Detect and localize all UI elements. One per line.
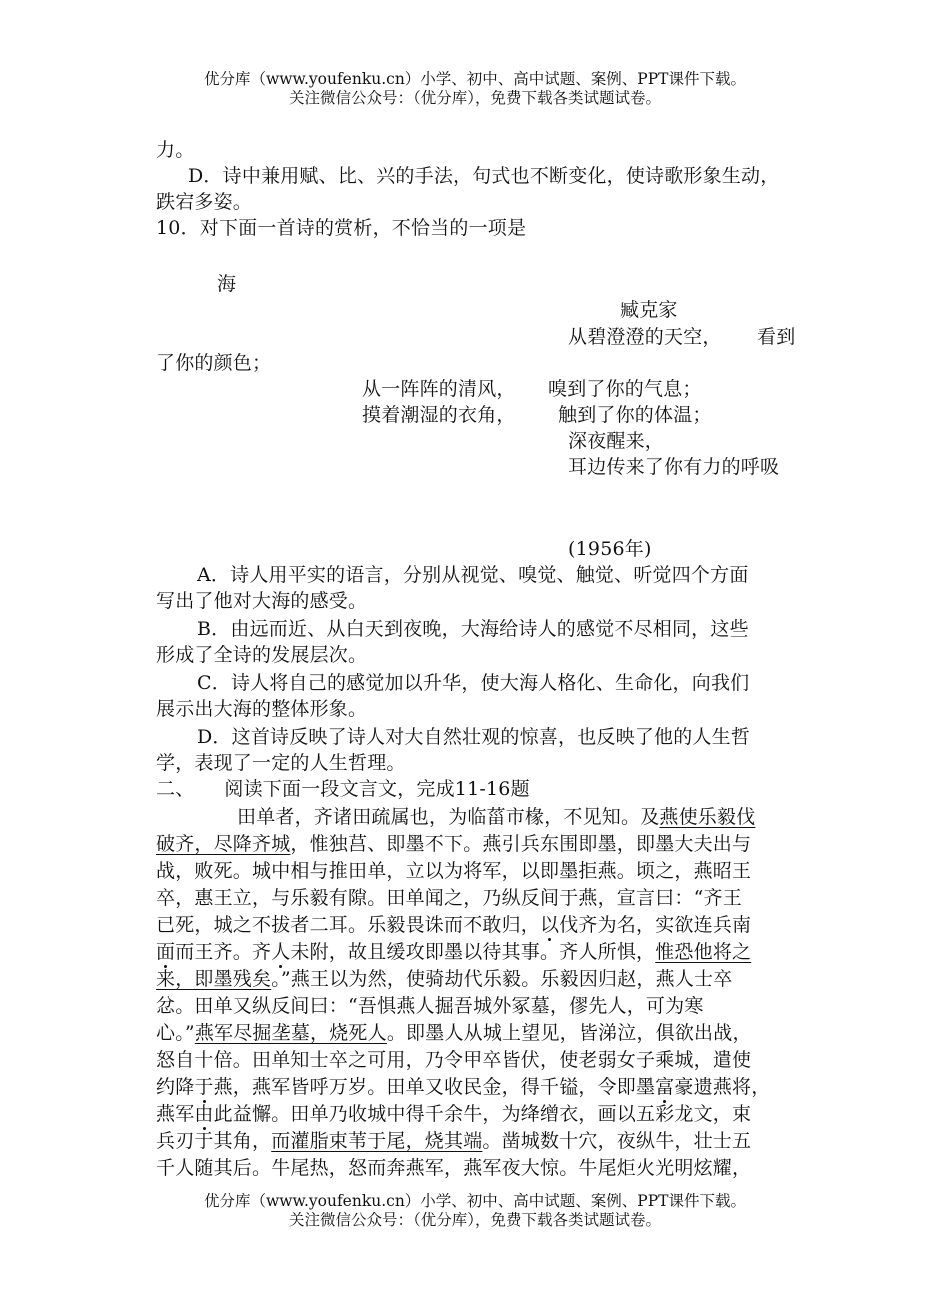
passage-text: 兵刃于其角，: [156, 1130, 272, 1152]
footer-line-2: 关注微信公众号：（优分库），免费下载各类试题试卷。: [288, 1211, 661, 1229]
poem-line-4: 深夜醒来，: [568, 430, 665, 452]
emphasis-char: 面: [156, 941, 176, 963]
passage-line-13: [156, 1128, 751, 1154]
passage-text: 约降: [156, 1076, 195, 1098]
poem-year: (1956年): [568, 538, 652, 560]
passage-text: 。凿城数十穴，夜纵牛，壮士五: [482, 1130, 752, 1152]
passage-line-3: 战，败死。城中相与推田单，立以为将军，以即墨拒燕。顷之，燕昭王: [156, 860, 752, 882]
passage-text: 豪遗燕将，: [674, 1076, 771, 1098]
emphasis-char: 于: [194, 1076, 214, 1098]
q10-option-d-line2: 学，表现了一定的人生哲理。: [156, 752, 406, 774]
poem-line-5: 耳边传来了你有力的呼吸: [568, 456, 780, 478]
page-footer: [0, 1192, 950, 1230]
passage-line-9: [156, 1020, 752, 1046]
poem-author: 臧克家: [620, 299, 678, 321]
q10-option-a-line2: 写出了他对大海的感受。: [156, 590, 368, 612]
passage-text: 已死，城之不拔者二耳。乐毅畏诛而不敢归，: [156, 914, 541, 936]
passage-line-10: 怒自十倍。田单知士卒之可用，乃令甲卒皆伏，使老弱女子乘城，遣使: [156, 1049, 752, 1071]
header-line-2: 关注微信公众号：（优分库），免费下载各类试题试卷。: [288, 89, 661, 107]
poem-line-3b: 触到了你的体温；: [558, 404, 712, 426]
passage-line-8: 忿。田单又纵反间曰：“吾惧燕人掘吾城外冢墓，僇先人，可为寒: [156, 995, 704, 1017]
q10-option-b-line2: 形成了全诗的发展层次。: [156, 644, 368, 666]
passage-underline: 而灌脂束苇于尾，烧其端: [271, 1130, 483, 1152]
emphasis-char: 以: [540, 914, 560, 936]
section2-number: 二、: [156, 778, 195, 800]
emphasis-char: 由: [194, 1103, 214, 1125]
emphasis-char: 富: [655, 1076, 675, 1098]
q10-option-c-line2: 展示出大海的整体形象。: [156, 698, 368, 720]
poem-line-2b: 嗅到了你的气息；: [548, 378, 702, 400]
footer-line-1: 优分库（www.youfenku.cn）小学、初中、高中试题、案例、PPT课件下载。: [203, 1192, 747, 1210]
q10-option-b-line1: B．由远而近、从白天到夜晚，大海给诗人的感觉不尽相同，这些: [197, 618, 749, 640]
passage-line-11: [156, 1074, 770, 1100]
passage-text: 未附，故且缓攻即墨以待其事。齐人所惧，: [290, 941, 656, 963]
q9-option-d-line1: D．诗中兼用赋、比、兴的手法，句式也不断变化，使诗歌形象生动，: [188, 165, 780, 187]
passage-text: 此益懈。田单乃收城中得千余牛，为绛缯衣，画以五彩龙文，束: [213, 1103, 752, 1125]
passage-line-14: 千人随其后。牛尾热，怒而奔燕军，燕军夜大惊。牛尾炬火光明炫耀，: [156, 1157, 752, 1179]
passage-underline: 燕军尽掘垄墓，烧死人: [194, 1022, 387, 1044]
section2-heading: [156, 776, 530, 802]
poem-line-1b: 看到: [757, 326, 796, 348]
poem-line-2a: 从一阵阵的清风，: [362, 378, 516, 400]
passage-text: 伐齐为名，实欲连兵南: [559, 914, 752, 936]
passage-text: 。即墨人从城上望见，皆涕泣，俱欲出战，: [386, 1022, 752, 1044]
header-line-1: 优分库（www.youfenku.cn）小学、初中、高中试题、案例、PPT课件下载。: [203, 70, 747, 88]
passage-text: 田单者，齐诸田疏属也，为临菑市椽，不见知。及: [237, 806, 660, 828]
q10-option-d-line1: D．这首诗反映了诗人对大自然壮观的惊喜，也反映了他的人生哲: [197, 726, 751, 748]
passage-text: 燕，燕军皆呼万岁。田单又收民金，得千镒，令即墨: [213, 1076, 656, 1098]
section2-heading-text: 阅读下面一段文言文，完成11-16题: [224, 778, 530, 800]
passage-line-4: 卒，惠王立，与乐毅有隙。田单闻之，乃纵反间于燕，宣言曰：“齐王: [156, 887, 742, 909]
passage-text: 而王齐。齐: [175, 941, 272, 963]
passage-underline: 破齐，尽降齐城: [156, 833, 291, 855]
poem-line-1a: 从碧澄澄的天空，: [568, 326, 722, 348]
passage-text: 。”燕王以为然，使骑劫代乐毅。乐毅因归赵，燕人士卒: [271, 968, 733, 990]
poem-line-1c: 了你的颜色；: [156, 352, 272, 374]
passage-line-12: [156, 1101, 751, 1127]
q9-option-d-line2: 跌宕多姿。: [156, 191, 253, 213]
page-header: [0, 70, 950, 108]
emphasis-char: 人: [271, 941, 291, 963]
poem-line-3a: 摸着潮湿的衣角，: [362, 404, 516, 426]
q10-stem: 10．对下面一首诗的赏析，不恰当的一项是: [156, 217, 527, 239]
passage-underline: 燕使乐毅伐: [659, 806, 756, 828]
passage-line-5: [156, 912, 751, 938]
passage-underline: 惟恐他将之: [655, 941, 752, 963]
passage-text: ，惟独莒、即墨不下。燕引兵东围即墨，即墨大夫出与: [290, 833, 752, 855]
q9-option-c-end: 力。: [156, 139, 195, 161]
q10-option-c-line1: C．诗人将自己的感觉加以升华，使大海人格化、生命化，向我们: [197, 672, 750, 694]
passage-text: 心。”: [156, 1022, 195, 1044]
passage-line-1: [237, 804, 755, 830]
poem-title: 海: [217, 273, 237, 295]
passage-line-6: [156, 939, 751, 965]
passage-underline: 来，即墨残矣: [156, 968, 272, 990]
passage-line-7: [156, 966, 732, 992]
q10-option-a-line1: A．诗人用平实的语言，分别从视觉、嗅觉、触觉、听觉四个方面: [197, 564, 749, 586]
passage-text: 燕军: [156, 1103, 195, 1125]
passage-line-2: [156, 831, 751, 857]
